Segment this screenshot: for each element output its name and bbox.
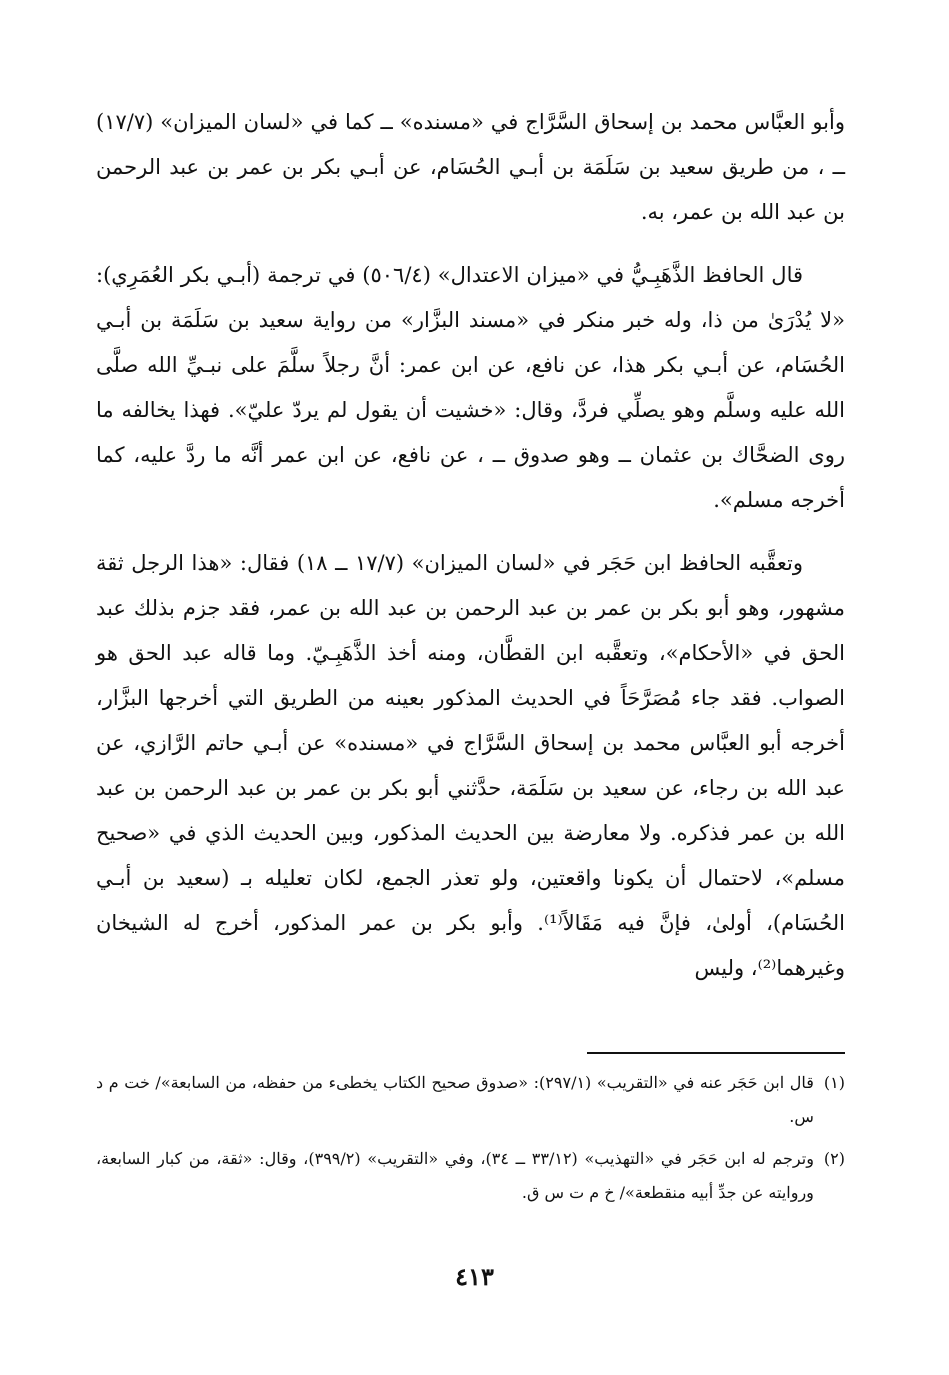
page-number: ٤١٣ — [455, 1262, 494, 1291]
footnote-marker: (١) — [823, 1073, 845, 1092]
footnote-text: قال ابن حَجَر عنه في «التقريب» (٢٩٧/١): «صدوق صحيح الكتاب يخطىء من حفظه، من السابعة»/ خت م د س. — [96, 1073, 814, 1126]
paragraph-3: وتعقَّبه الحافظ ابن حَجَر في «لسان الميزان» (١٧/٧ ــ ١٨) فقال: «هذا الرجل ثقة مشهور، وهو أبو بكر بن عمر بن عبد الرحمن بن عبد الله بن عمر، فقد جزم بذلك عبد الحق في «الأحكام»، وتعقَّبه ابن القطَّان، ومنه أخذ الذَّهَبِـيّ. وما قاله عبد الحق هو الصواب. فقد جاء مُصَرَّحَاً في الحديث المذكور بعينه من الطريق التي أخرجها البزَّار، أخرجه أبو العبَّاس محمد بن إسحاق السَّرَّاج في «مسنده» عن أبـي حاتم الرَّازي، عن عبد الله بن رجاء، عن سعيد بن سَلَمَة، حدَّثني أبو بكر بن عمر بن عبد الرحمن بن عبد الله بن عمر فذكره. ولا معارضة بين الحديث المذكور، وبين الحديث الذي في «صحيح مسلم»، لاحتمال أن يكونا واقعتين، ولو تعذر الجمع، لكان تعليله بـ (سعيد بن أبـي الحُسَام)، أولىٰ، فإنَّ فيه مَقَالاً⁽¹⁾. وأبو بكر بن عمر المذكور، أخرج له الشيخان وغيرهما⁽²⁾، وليس — [96, 551, 845, 980]
footnote-text: وترجم له ابن حَجَر في «التهذيب» (٣٣/١٢ ــ ٣٤)، وفي «التقريب» (٣٩٩/٢)، وقال: «ثقة، من كبار السابعة، وروايته عن جدِّ أبيه منقطعة»/ خ م ت س ق. — [96, 1149, 814, 1202]
paragraph-2: قال الحافظ الذَّهَبِـيُّ في «ميزان الاعتدال» (٥٠٦/٤) في ترجمة (أبـي بكر العُمَرِي): «لا يُدْرَىٰ من ذا، وله خبر منكر في «مسند البزَّار» من رواية سعيد بن سَلَمَة بن أبـي الحُسَام، عن أبـي بكر هذا، عن نافع، عن ابن عمر: أنَّ رجلاً سلَّمَ على نبـيِّ الله صلَّى الله عليه وسلَّم وهو يصلِّي فردَّ، وقال: «خشيت أن يقول لم يردّ عليّ». فهذا يخالفه ما روى الضحَّاك بن عثمان ــ وهو صدوق ــ ، عن نافع، عن ابن عمر أنَّه ما ردَّ عليه، كما أخرجه مسلم». — [96, 263, 845, 512]
paragraph-1: وأبو العبَّاس محمد بن إسحاق السَّرَّاج في «مسنده» ــ كما في «لسان الميزان» (١٧/٧) ــ ، من طريق سعيد بن سَلَمَة بن أبـي الحُسَام، عن أبـي بكر بن عمر بن عبد الرحمن بن عبد الله بن عمر، به. — [96, 110, 845, 224]
footnote-2 — [96, 1142, 845, 1210]
footnote-marker: (٢) — [823, 1149, 845, 1168]
main-text — [96, 100, 845, 991]
footnote-separator — [587, 1052, 845, 1054]
footnotes — [96, 1066, 845, 1210]
footnote-1 — [96, 1066, 845, 1134]
